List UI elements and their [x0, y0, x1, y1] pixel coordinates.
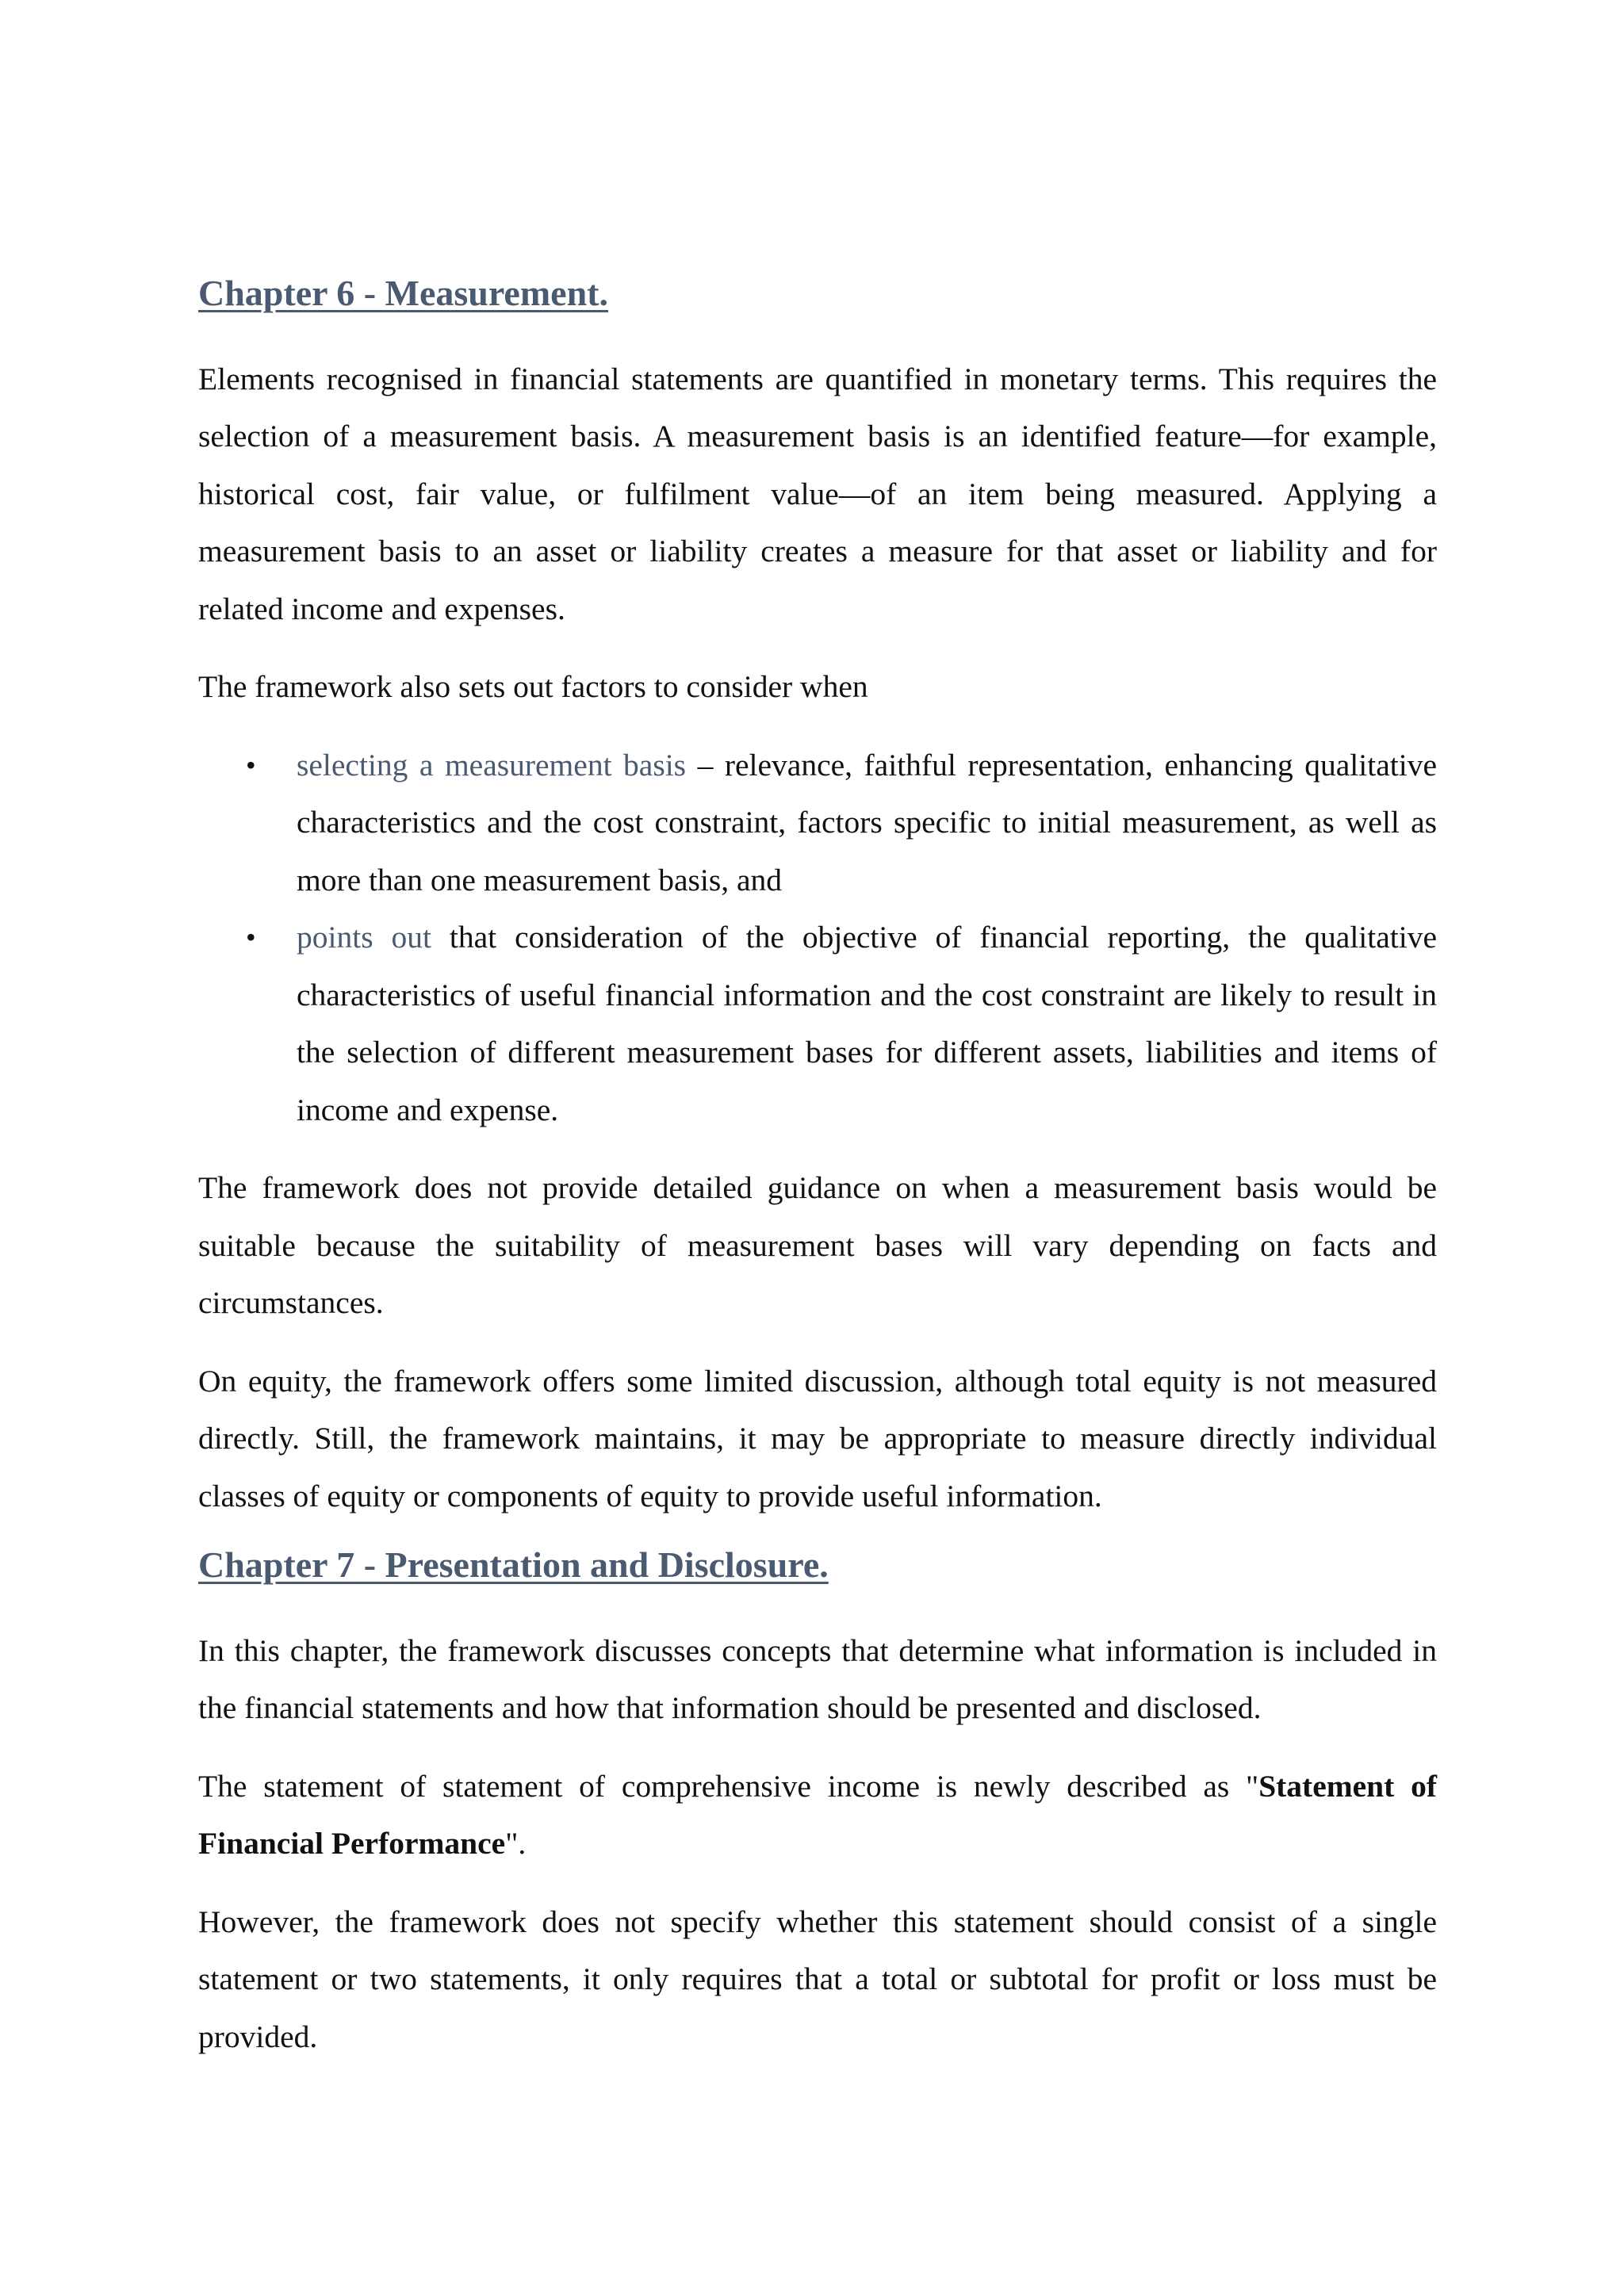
chapter-6-paragraph-1: Elements recognised in financial statements are quantified in monetary terms. This requires the selection of a measurement basis. A measurement basis is an identified feature—for example, historical cost, fair value, or fulfilment value—of an item being measured. Applying a measurement basis to an asset or liability creates a measure for that asset or liability and for related income and expenses. [198, 361, 1437, 626]
paragraph-text-start: The statement of statement of comprehensive income is newly described as " [198, 1768, 1259, 1804]
bullet-icon: • [246, 748, 256, 781]
statement-name-bold: Statement of Financial Performance [198, 1768, 1437, 1862]
chapter-6-paragraph-3: The framework does not provide detailed guidance on when a measurement basis would be suitable because the suitability of measurement bases will vary depending on facts and circumstances. [198, 1170, 1437, 1321]
chapter-7-heading: Chapter 7 - Presentation and Disclosure. [198, 1544, 829, 1586]
factors-list [198, 737, 1437, 1139]
chapter-6-paragraph-2: The framework also sets out factors to consider when [198, 669, 868, 705]
bullet-icon: • [246, 921, 256, 954]
document-page [198, 274, 1437, 2086]
chapter-6-paragraph-4: On equity, the framework offers some limited discussion, although total equity is not measured directly. Still, the framework maintains, it may be appropriate to measure directly individual classes of equity or components of equity to provide useful information. [198, 1363, 1437, 1513]
list-item-text: – relevance, faithful representation, enhancing qualitative characteristics and the cost constraint, factors specific to initial measurement, as well as more than one measurement basis, and [297, 747, 1437, 897]
chapter-7-paragraph-1: In this chapter, the framework discusses concepts that determine what information is included in the financial statements and how that information should be presented and disclosed. [198, 1632, 1437, 1726]
list-item [246, 909, 1437, 1138]
chapter-7-paragraph-3: However, the framework does not specify whether this statement should consist of a single statement or two statements, it only requires that a total or subtotal for profit or loss must be provided. [198, 1904, 1437, 2054]
selecting-measurement-basis-link[interactable]: selecting a measurement basis [297, 747, 687, 783]
list-item [246, 737, 1437, 909]
chapter-6-heading: Chapter 6 - Measurement. [198, 273, 608, 313]
chapter-7-paragraph-2 [198, 1758, 1437, 1873]
points-out-link[interactable]: points out [297, 920, 431, 955]
list-item-text: that consideration of the objective of financial reporting, the qualitative characteristics of useful financial information and the cost constraint are likely to result in the selection of different measurement bases for different assets, liabilities and items of income and expense. [297, 920, 1437, 1127]
paragraph-text-end: ". [505, 1826, 527, 1862]
